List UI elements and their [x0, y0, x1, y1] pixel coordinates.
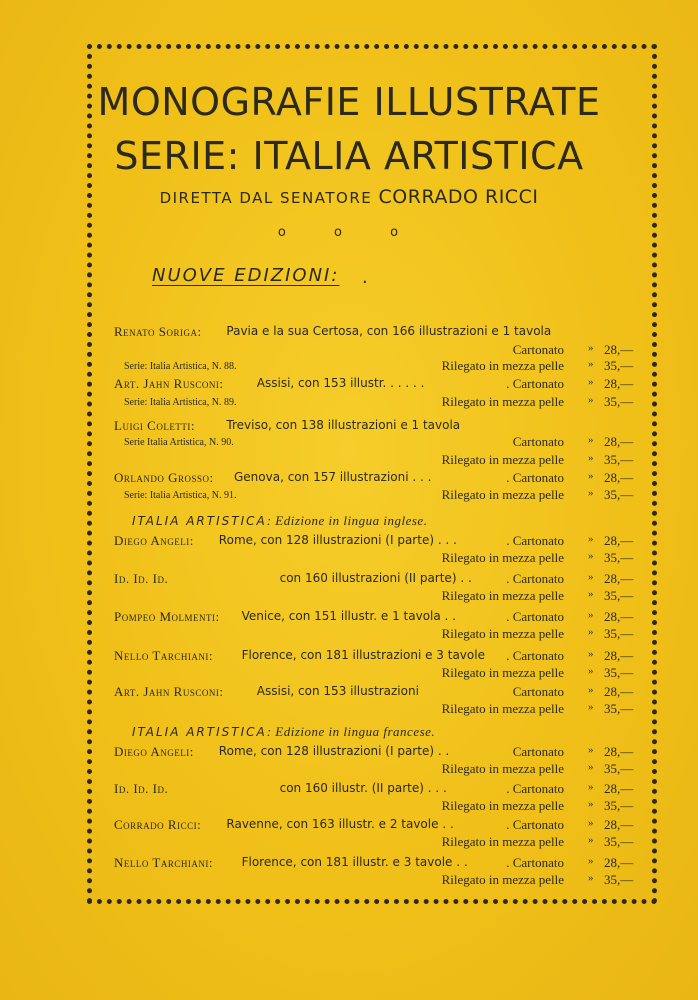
entry-mark: »: [588, 550, 594, 562]
entry-mark: »: [588, 665, 594, 677]
entry-mark: »: [588, 872, 594, 884]
list-item: [114, 609, 654, 627]
entry-mark: »: [588, 342, 594, 354]
entry-author: Art. Jahn Rusconi:: [114, 684, 224, 699]
entry-mark: »: [588, 761, 594, 773]
entry-binding: . Cartonato: [506, 609, 564, 624]
entry-binding: Rilegato in mezza pelle: [441, 550, 564, 565]
entry-serie: Serie: Italia Artistica, N. 88.: [124, 361, 237, 372]
entry-price: 35,—: [604, 626, 634, 641]
entry-price: 35,—: [604, 701, 634, 716]
entry-serie: Serie: Italia Artistica, N. 91.: [124, 490, 237, 501]
entry-title: Ravenne, con 163 illustr. e 2 tavole . .: [226, 817, 454, 831]
entry-mark: »: [588, 701, 594, 713]
new-editions-dot: .: [362, 267, 368, 288]
entry-binding: Cartonato: [512, 342, 564, 357]
entry-binding: . Cartonato: [506, 817, 564, 832]
entry-serie: Serie: Italia Artistica, N. 89.: [124, 397, 237, 408]
entry-title: Rome, con 128 illustrazioni (I parte) . . .: [218, 533, 457, 547]
section-heading-french: [132, 724, 435, 740]
entry-mark: »: [588, 684, 594, 696]
entry-author: Corrado Ricci:: [114, 817, 202, 832]
entry-binding: Cartonato: [512, 434, 564, 449]
entry-mark: »: [588, 358, 594, 370]
entry-price: 35,—: [604, 665, 634, 680]
entry-binding: Rilegato in mezza pelle: [441, 701, 564, 716]
entry-binding: Rilegato in mezza pelle: [441, 798, 564, 813]
entry-binding: Rilegato in mezza pelle: [441, 761, 564, 776]
entry-mark: »: [588, 376, 594, 388]
list-item: [114, 550, 654, 568]
entry-title: Rome, con 128 illustrazioni (I parte) . .: [218, 744, 450, 758]
entry-binding: Rilegato in mezza pelle: [441, 452, 564, 467]
entry-mark: »: [588, 798, 594, 810]
list-item: [114, 817, 654, 835]
entry-binding: Rilegato in mezza pelle: [441, 665, 564, 680]
entry-binding: Rilegato in mezza pelle: [441, 588, 564, 603]
list-item: [114, 324, 654, 342]
entry-price: 28,—: [604, 855, 634, 870]
list-item: [114, 452, 654, 470]
entry-binding: Rilegato in mezza pelle: [441, 872, 564, 887]
entry-mark: »: [588, 452, 594, 464]
entry-mark: »: [588, 533, 594, 545]
list-item: [114, 665, 654, 683]
list-item: [114, 376, 654, 394]
entry-price: 28,—: [604, 571, 634, 586]
entry-author: Art. Jahn Rusconi:: [114, 376, 224, 391]
entry-mark: »: [588, 834, 594, 846]
section-subtitle: : Edizione in lingua francese.: [266, 724, 436, 739]
entry-price: 35,—: [604, 394, 634, 409]
entry-mark: »: [588, 626, 594, 638]
entry-price: 35,—: [604, 358, 634, 373]
page-title-line2: SERIE: ITALIA ARTISTICA: [114, 134, 584, 178]
entry-binding: . Cartonato: [506, 571, 564, 586]
entry-mark: »: [588, 434, 594, 446]
entry-price: 35,—: [604, 798, 634, 813]
entry-author: Renato Soriga:: [114, 324, 202, 339]
entry-title: con 160 illustrazioni (II parte) . .: [279, 571, 472, 585]
section-heading-english: [132, 513, 427, 529]
entry-binding: Cartonato: [512, 744, 564, 759]
entry-mark: »: [588, 609, 594, 621]
list-item: [114, 358, 654, 376]
director-name: CORRADO RICCI: [378, 186, 539, 208]
entry-mark: »: [588, 571, 594, 583]
entry-binding: . Cartonato: [506, 376, 564, 391]
entry-binding: Cartonato: [512, 684, 564, 699]
entry-price: 28,—: [604, 648, 634, 663]
entry-mark: »: [588, 648, 594, 660]
entry-price: 35,—: [604, 761, 634, 776]
list-item: [114, 434, 654, 452]
list-item: [114, 626, 654, 644]
entry-price: 28,—: [604, 533, 634, 548]
list-item: [114, 701, 654, 719]
list-item: [114, 834, 654, 852]
director-line: [0, 186, 698, 208]
list-item: [114, 872, 654, 890]
entry-price: 28,—: [604, 817, 634, 832]
entry-author: Nello Tarchiani:: [114, 855, 213, 870]
entry-author: Diego Angeli:: [114, 533, 194, 548]
entry-title: Pavia e la sua Certosa, con 166 illustrazioni e 1 tavola: [226, 324, 552, 338]
entry-binding: Rilegato in mezza pelle: [441, 358, 564, 373]
entry-mark: »: [588, 588, 594, 600]
entry-author: Id. Id. Id.: [114, 781, 169, 796]
entry-binding: Rilegato in mezza pelle: [441, 834, 564, 849]
list-item: [114, 470, 654, 488]
entry-title: Venice, con 151 illustr. e 1 tavola . .: [241, 609, 456, 623]
entry-author: Nello Tarchiani:: [114, 648, 213, 663]
list-item: [114, 571, 654, 589]
list-item: [114, 487, 654, 505]
entry-binding: . Cartonato: [506, 781, 564, 796]
entry-binding: Rilegato in mezza pelle: [441, 626, 564, 641]
list-item: [114, 684, 654, 702]
entry-author: Pompeo Molmenti:: [114, 609, 220, 624]
entry-title: Treviso, con 138 illustrazioni e 1 tavola: [226, 418, 461, 432]
entry-binding: . Cartonato: [506, 470, 564, 485]
entry-title: Genova, con 157 illustrazioni . . .: [234, 470, 432, 484]
list-item: [114, 761, 654, 779]
entry-price: 35,—: [604, 834, 634, 849]
ornament: o o o: [277, 225, 421, 240]
page-title-line1: MONOGRAFIE ILLUSTRATE: [97, 80, 601, 124]
list-item: [114, 781, 654, 799]
entry-price: 35,—: [604, 452, 634, 467]
entry-binding: . Cartonato: [506, 533, 564, 548]
entry-price: 28,—: [604, 744, 634, 759]
new-editions-heading: NUOVE EDIZIONI:: [152, 265, 340, 286]
entry-title: Assisi, con 153 illustr. . . . . .: [256, 376, 425, 390]
entry-price: 28,—: [604, 342, 634, 357]
entry-binding: Rilegato in mezza pelle: [441, 487, 564, 502]
entry-serie: Serie Italia Artistica, N. 90.: [124, 437, 234, 448]
entry-author: Luigi Coletti:: [114, 418, 195, 433]
list-item: [114, 588, 654, 606]
list-item: [114, 648, 654, 666]
entry-price: 28,—: [604, 609, 634, 624]
entry-author: Orlando Grosso:: [114, 470, 214, 485]
entry-mark: »: [588, 855, 594, 867]
entry-price: 35,—: [604, 872, 634, 887]
entry-binding: . Cartonato: [506, 648, 564, 663]
entry-title: Florence, con 181 illustr. e 3 tavole . .: [241, 855, 468, 869]
entry-price: 28,—: [604, 470, 634, 485]
section-title: ITALIA ARTISTICA: [132, 725, 267, 739]
entry-mark: »: [588, 394, 594, 406]
entry-price: 35,—: [604, 588, 634, 603]
entry-binding: . Cartonato: [506, 855, 564, 870]
entry-price: 28,—: [604, 434, 634, 449]
entry-mark: »: [588, 744, 594, 756]
list-item: [114, 855, 654, 873]
entry-mark: »: [588, 817, 594, 829]
section-title: ITALIA ARTISTICA: [132, 514, 267, 528]
entry-author: Id. Id. Id.: [114, 571, 169, 586]
list-item: [114, 744, 654, 762]
directed-prefix: DIRETTA DAL SENATORE: [159, 189, 373, 207]
list-item: [114, 798, 654, 816]
entry-price: 35,—: [604, 487, 634, 502]
entry-mark: »: [588, 781, 594, 793]
entry-price: 28,—: [604, 781, 634, 796]
entry-mark: »: [588, 487, 594, 499]
entry-binding: Rilegato in mezza pelle: [441, 394, 564, 409]
entry-title: Florence, con 181 illustrazioni e 3 tavole: [241, 648, 485, 662]
entry-price: 35,—: [604, 550, 634, 565]
entry-price: 28,—: [604, 376, 634, 391]
entry-author: Diego Angeli:: [114, 744, 194, 759]
entry-title: con 160 illustr. (II parte) . . .: [279, 781, 447, 795]
entry-title: Assisi, con 153 illustrazioni: [256, 684, 419, 698]
list-item: [114, 533, 654, 551]
entry-price: 28,—: [604, 684, 634, 699]
entry-mark: »: [588, 470, 594, 482]
list-item: [114, 394, 654, 412]
section-subtitle: : Edizione in lingua inglese.: [266, 513, 428, 528]
